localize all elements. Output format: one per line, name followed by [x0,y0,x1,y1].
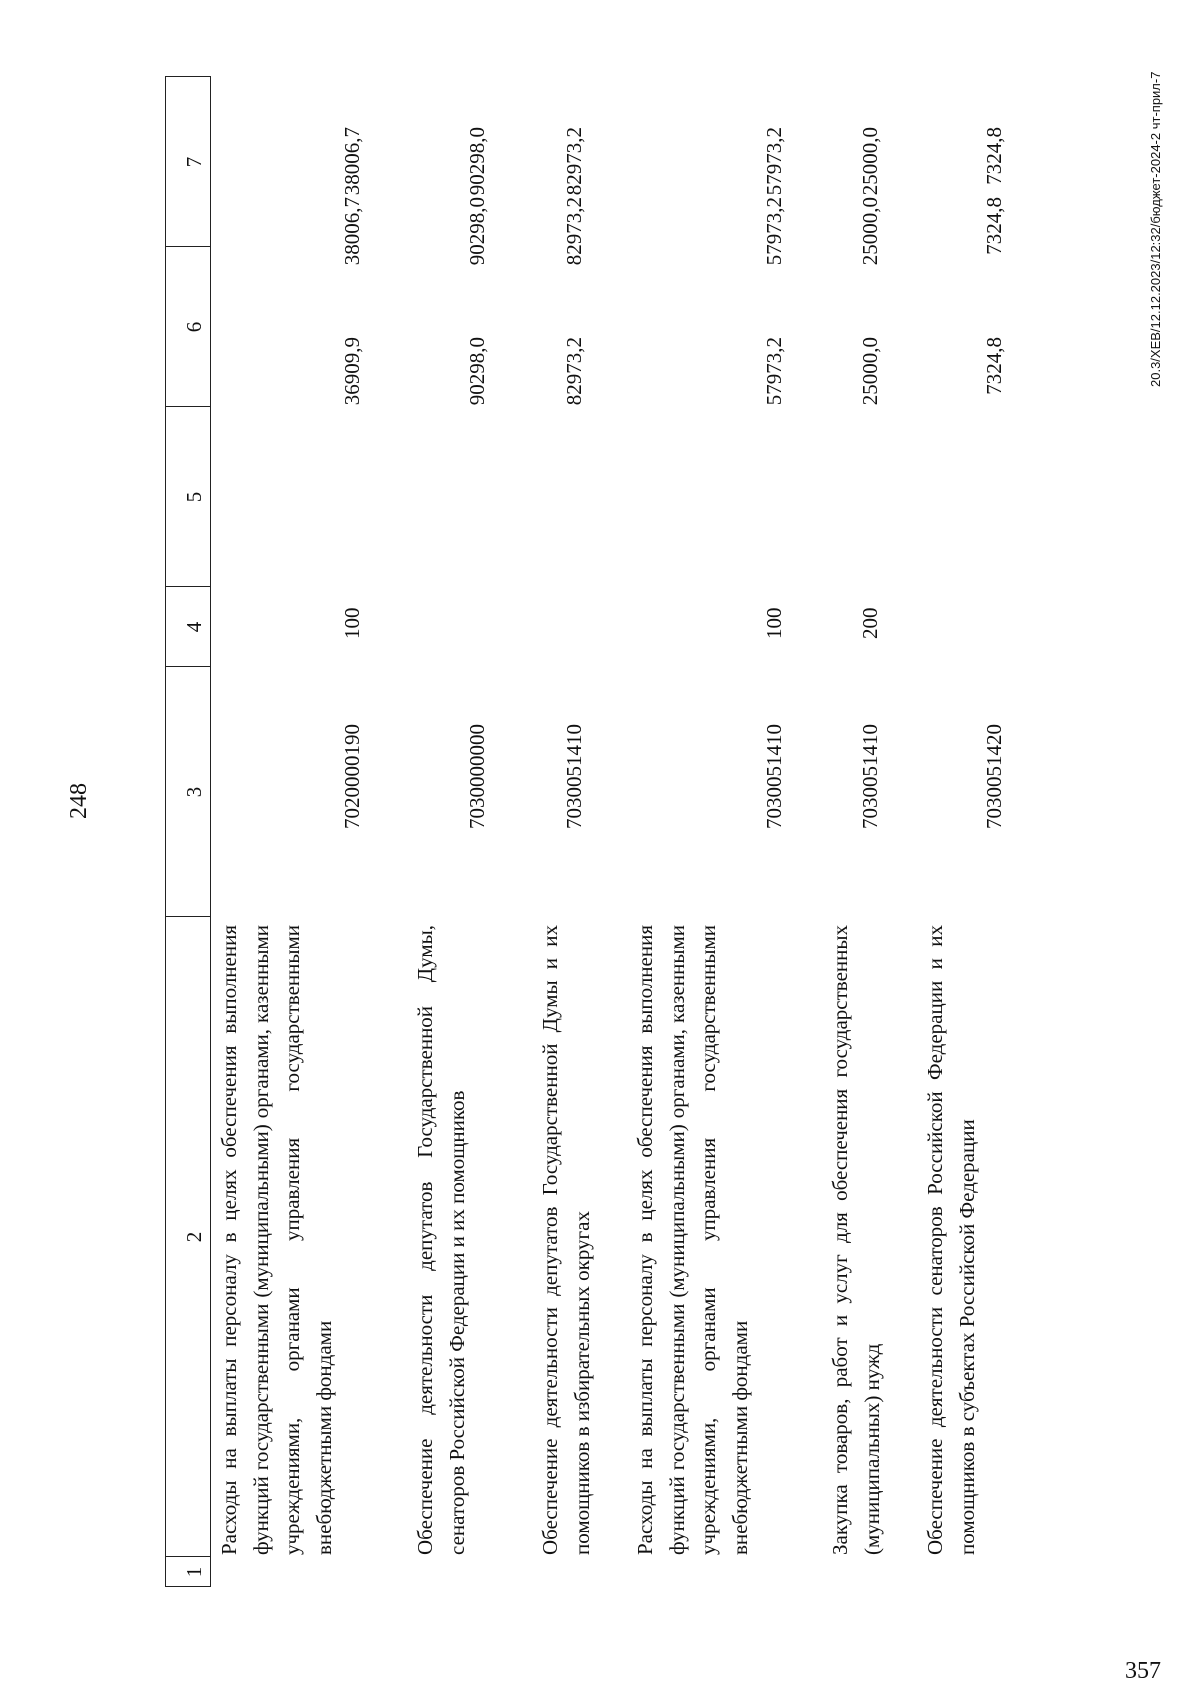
table-top-border [165,77,166,1587]
row-1-col5: 36909,9 [340,337,364,406]
col-divider [165,1586,211,1587]
row-4-vr: 100 [762,607,786,639]
row-4-name: Расходы на выплаты персоналу в целях обеспечения выполнения функций государственными (муниципальными) органами, казенными учреждениями, органами управления государственными внебюджетными фондами [633,925,752,1555]
col-divider [165,246,211,247]
row-4-col7: 57973,2 [762,127,786,196]
row-5-col6: 25000,0 [858,197,882,266]
header-col-5: 5 [182,491,206,503]
row-1-col6: 38006,7 [340,197,364,266]
row-6-col7: 7324,8 [982,127,1006,185]
header-bottom-border [210,77,211,1587]
header-col-4: 4 [182,621,206,633]
row-5-col7: 25000,0 [858,127,882,196]
row-3-col5: 82973,2 [562,337,586,406]
col-divider [165,916,211,917]
col-divider [165,406,211,407]
row-1-name: Расходы на выплаты персоналу в целях обеспечения выполнения функций государственными (муниципальными) органами, казенными учреждениями, органами управления государственными внебюджетными фондами [217,925,336,1555]
sheet-number: 357 [1125,1658,1161,1684]
footer-document-code: 20.3/XEB/12.12.2023/12:32/бюджет-2024-2 чт-прил-7 [1148,71,1163,387]
col-divider [165,586,211,587]
row-6-code: 7030051420 [982,724,1006,829]
row-5-code: 7030051410 [858,724,882,829]
row-2-col5: 90298,0 [465,337,489,406]
row-2-name: Обеспечение деятельности депутатов Государственной Думы, сенаторов Российской Федерации и их помощников [413,925,469,1555]
row-2-col7: 90298,0 [465,127,489,196]
row-3-code: 7030051410 [562,724,586,829]
row-4-col5: 57973,2 [762,337,786,406]
row-1-col7: 38006,7 [340,127,364,196]
header-col-7: 7 [182,156,206,168]
row-4-code: 7030051410 [762,724,786,829]
row-4-col6: 57973,2 [762,197,786,266]
row-5-vr: 200 [858,607,882,639]
header-col-2: 2 [182,1231,206,1243]
row-5-name: Закупка товаров, работ и услуг для обеспечения государственных (муниципальных) нужд [828,925,884,1555]
row-2-code: 7030000000 [465,724,489,829]
col-divider [165,666,211,667]
row-2-col6: 90298,0 [465,197,489,266]
row-3-col6: 82973,2 [562,197,586,266]
row-3-col7: 82973,2 [562,127,586,196]
row-1-vr: 100 [340,607,364,639]
row-6-name: Обеспечение деятельности сенаторов Российской Федерации и их помощников в субъектах Российской Федерации [923,925,979,1555]
row-3-name: Обеспечение деятельности депутатов Государственной Думы и их помощников в избирательных округах [538,925,594,1555]
row-6-col6: 7324,8 [982,197,1006,255]
page-number: 248 [66,783,92,819]
row-1-code: 7020000190 [340,724,364,829]
row-5-col5: 25000,0 [858,337,882,406]
header-col-3: 3 [182,786,206,798]
col-divider [165,1556,211,1557]
header-col-6: 6 [182,321,206,333]
col-divider [165,76,211,77]
header-col-1: 1 [182,1566,206,1578]
row-6-col5: 7324,8 [982,337,1006,395]
